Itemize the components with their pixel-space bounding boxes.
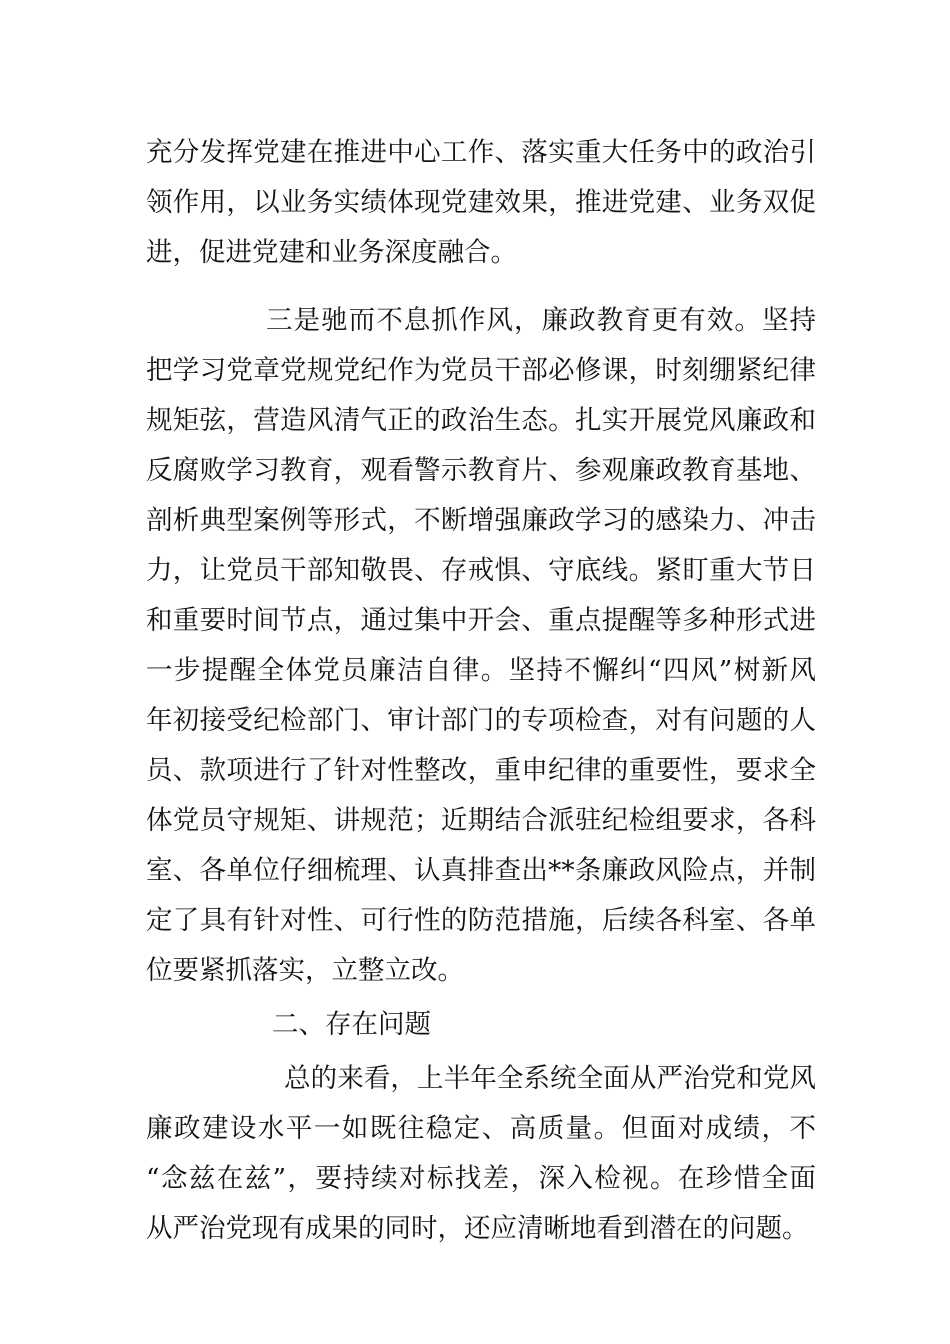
text-line: 规矩弦，营造风清气正的政治生态。扎实开展党风廉政和 [146,405,816,436]
text-line: 位要紧抓落实，立整立改。 [146,955,464,986]
paragraph-heading-line: 三是驰而不息抓作风，廉政教育更有效。坚持 [266,305,816,336]
text-line: 把学习党章党规党纪作为党员干部必修课，时刻绷紧纪律 [146,355,816,386]
text-line: 进，促进党建和业务深度融合。 [146,237,517,268]
text-line: 从严治党现有成果的同时，还应清晰地看到潜在的问题。 [146,1213,809,1244]
text-line: 廉政建设水平一如既往稳定、高质量。但面对成绩，不 [146,1113,816,1144]
text-line: 反腐败学习教育，观看警示教育片、参观廉政教育基地、 [146,455,816,486]
text-line: 体党员守规矩、讲规范；近期结合派驻纪检组要求，各科 [146,805,816,836]
text-line: 力，让党员干部知敬畏、存戒惧、守底线。紧盯重大节日 [146,555,816,586]
text-line: 充分发挥党建在推进中心工作、落实重大任务中的政治引 [146,137,816,168]
text-line: 一步提醒全体党员廉洁自律。坚持不懈纠“四风”树新风 [146,655,816,686]
paragraph-first-line: 总的来看，上半年全系统全面从严治党和党风 [284,1063,816,1094]
text-line: 定了具有针对性、可行性的防范措施，后续各科室、各单 [146,905,816,936]
text-line: 剖析典型案例等形式，不断增强廉政学习的感染力、冲击 [146,505,816,536]
text-line: “念兹在兹”，要持续对标找差，深入检视。在珍惜全面 [146,1163,816,1194]
text-line: 领作用，以业务实绩体现党建效果，推进党建、业务双促 [146,187,816,218]
text-line: 员、款项进行了针对性整改，重申纪律的重要性，要求全 [146,755,816,786]
section-heading: 二、存在问题 [272,1009,431,1040]
text-line: 和重要时间节点，通过集中开会、重点提醒等多种形式进 [146,605,816,636]
text-line: 室、各单位仔细梳理、认真排查出**条廉政风险点，并制 [146,855,816,886]
text-line: 年初接受纪检部门、审计部门的专项检查，对有问题的人 [146,705,816,736]
